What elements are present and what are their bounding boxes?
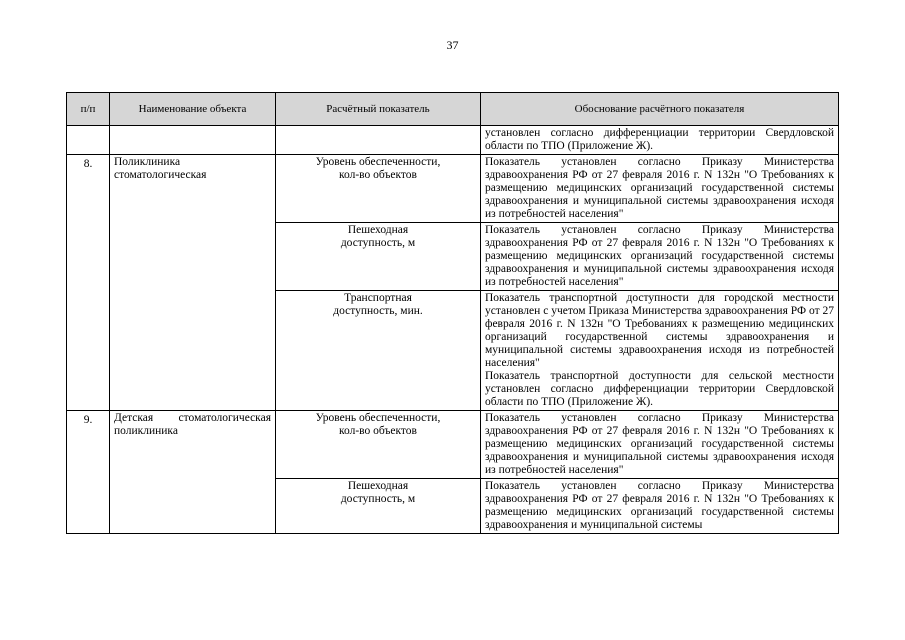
cell-indicator [276, 155, 481, 223]
cell-object: Детская стоматологическая поликлиника [110, 411, 276, 534]
indicator-label-line: кол-во объектов [338, 425, 417, 437]
cell-indicator [276, 411, 481, 479]
cell-indicator [276, 479, 481, 534]
table-row-continuation [67, 126, 839, 155]
indicator-label-line: Транспортная [344, 292, 412, 304]
cell-num [67, 155, 110, 411]
table-row-8 [67, 155, 839, 223]
cell-indicator [276, 291, 481, 411]
indicator-label-line: кол-во объектов [338, 169, 417, 181]
cell-indicator [276, 223, 481, 291]
cell-justification: Показатель установлен согласно Приказу Министерства здравоохранения РФ от 27 февраля 2016 г. N 132н "О Требованиях к размещению медицинских организаций государственной системы здравоохранения и муниципальной системы здравоохранения исходя из потребностей населения" [481, 411, 839, 479]
cell-object: Поликлиника стоматологическая [110, 155, 276, 411]
page-number: 37 [446, 38, 459, 52]
cell-object-empty [110, 126, 276, 155]
cell-justification: Показатель установлен согласно Приказу Министерства здравоохранения РФ от 27 февраля 2016 г. N 132н "О Требованиях к размещению медицинских организаций государственной системы здравоохранения и муниципальной системы здравоохранения исходя из потребностей населения" [481, 155, 839, 223]
cell-justification [481, 291, 839, 411]
cell-justification: Показатель установлен согласно Приказу Министерства здравоохранения РФ от 27 февраля 2016 г. N 132н "О Требованиях к размещению медицинских организаций государственной системы здравоохранения и муниципальной системы [481, 479, 839, 534]
table-header-row [67, 93, 839, 126]
indicator-label-line: Пешеходная [347, 480, 409, 492]
header-justification: Обоснование расчётного показателя [481, 93, 839, 126]
indicator-label-line: Уровень обеспеченности, [315, 156, 441, 168]
indicator-label-line: Уровень обеспеченности, [315, 412, 441, 424]
justification-paragraph: Показатель транспортной доступности для сельской местности установлен согласно дифференциации территории Свердловской области по ТПО (Приложение Ж). [485, 370, 834, 408]
indicator-label-line: доступность, м [340, 237, 416, 249]
indicator-label-line: доступность, м [340, 493, 416, 505]
cell-justification: Показатель установлен согласно Приказу Министерства здравоохранения РФ от 27 февраля 2016 г. N 132н "О Требованиях к размещению медицинских организаций государственной системы здравоохранения и муниципальной системы здравоохранения исходя из потребностей населения" [481, 223, 839, 291]
indicator-label-line: Пешеходная [347, 224, 409, 236]
cell-justification: установлен согласно дифференциации территории Свердловской области по ТПО (Приложение Ж). [481, 126, 839, 155]
requirements-table [66, 92, 839, 534]
indicator-label-line: доступность, мин. [333, 305, 423, 317]
cell-indicator-empty [276, 126, 481, 155]
row-number: 9. [83, 414, 93, 426]
justification-paragraph: Показатель транспортной доступности для городской местности установлен с учетом Приказа Министерства здравоохранения РФ от 27 февраля 2016 г. N 132н "О Требованиях к размещению медицинских организаций государственной системы здравоохранения и муниципальной системы здравоохранения исходя из потребностей населения" [485, 292, 834, 369]
header-num: п/п [67, 93, 110, 126]
header-object: Наименование объекта [110, 93, 276, 126]
row-number: 8. [83, 158, 93, 170]
header-indicator: Расчётный показатель [276, 93, 481, 126]
cell-num [67, 411, 110, 534]
table-row-9 [67, 411, 839, 479]
cell-num-empty [67, 126, 110, 155]
